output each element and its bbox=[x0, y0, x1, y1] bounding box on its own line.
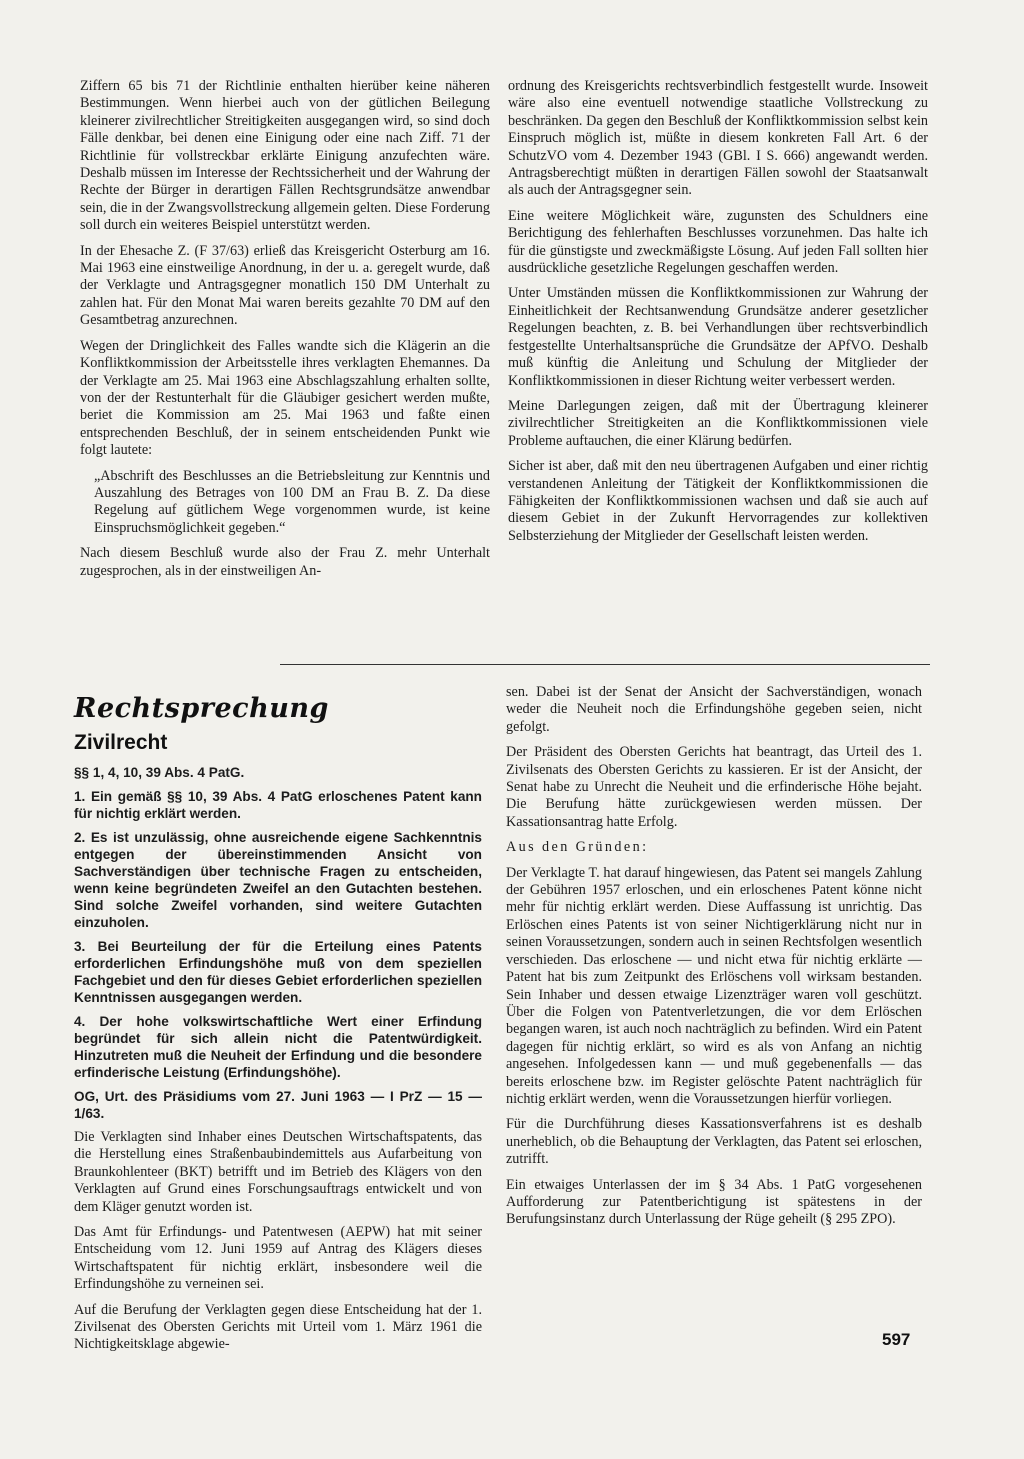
paragraph: ordnung des Kreisgerichts rechtsverbindlich festgestellt wurde. Insoweit wäre also eine eventuell notwendige staatliche Vollstreckung zu beschränken. Da gegen den Beschluß der Konfliktkommission selbst kein Einspruch möglich ist, müßte in diesem konkreten Fall Art. 6 der SchutzVO vom 4. Dezember 1943 (GBl. I S. 666) angewandt werden. Antragsberechtigt müßten in derartigen Fällen sowohl der Staatsanwalt als auch der Antragsgegner sein. bbox=[508, 78, 928, 199]
subsection-heading: Zivilrecht bbox=[74, 731, 168, 754]
paragraph: Nach diesem Beschluß wurde also der Frau Z. mehr Unterhalt zugesprochen, als in der einstweiligen An- bbox=[80, 545, 490, 579]
paragraph: sen. Dabei ist der Senat der Ansicht der Sachverständigen, wonach weder die Neuheit noch die Erfindungshöhe gegeben seien, nicht gefolgt. bbox=[506, 684, 922, 735]
paragraph: Ziffern 65 bis 71 der Richtlinie enthalten hierüber keine näheren Bestimmungen. Wenn hierbei auch von der gütlichen Beilegung kleinerer zivilrechtlicher Streitigkeiten ausgegangen wird, so sind doch Fälle denkbar, bei denen eine Einigung oder eine nach Ziff. 71 der Richtlinie für vollstreckbar erklärte Einigung anzufechten wäre. Deshalb müssen im Interesse der Rechtssicherheit und der Wahrung der Rechte der Bürger in derartigen Fällen Rechtsgrundsätze anwendbar sein, die in der Zwangsvollstreckung allgemein gelten. Diese Forderung soll durch ein weiteres Beispiel unterstützt werden. bbox=[80, 78, 490, 234]
block-quote: „Abschrift des Beschlusses an die Betriebsleitung zur Kenntnis und Auszahlung des Betrages von 100 DM an Frau B. Z. Da diese Regelung auf gütlichem Wege vorgenommen wurde, ist keine Einspruchsmöglichkeit gegeben.“ bbox=[94, 467, 490, 536]
paragraph: Unter Umständen müssen die Konfliktkommissionen zur Wahrung der Einheitlichkeit der Rechtsanwendung Grundsätze anderer gesetzlicher Regelungen beachten, z. B. bei Verhandlungen über rechtsverbindlich festgestellte Unterhaltsansprüche die Grundsätze der APfVO. Deshalb muß künftig die Anleitung und Schulung der Mitglieder der Konfliktkommissionen in dieser Richtung weiter verbessert werden. bbox=[508, 285, 928, 389]
page-number: 597 bbox=[882, 1330, 911, 1349]
paragraph: Für die Durchführung dieses Kassationsverfahrens ist es deshalb unerheblich, ob die Behauptung der Verklagten, das Patent sei erloschen, zutrifft. bbox=[506, 1116, 922, 1168]
paragraph: Der Präsident des Obersten Gerichts hat beantragt, das Urteil des 1. Zivilsenats des Obersten Gerichts zu kassieren. Er ist der Ansicht, der Senat habe zu Unrecht die Neuheit und die erfinderische Höhe bejaht. Die Berufung hätte zurückgewiesen werden müssen. Der Kassationsantrag hatte Erfolg. bbox=[506, 744, 922, 830]
section-divider bbox=[280, 664, 930, 665]
article-continuation-left-column bbox=[80, 78, 490, 588]
case-right-column bbox=[506, 684, 922, 1237]
paragraph: Ein etwaiges Unterlassen der im § 34 Abs. 1 PatG vorgesehenen Aufforderung zur Patentberichtigung ist spätestens in der Berufungsinstanz durch Unterlassung der Rüge geheilt (§ 295 ZPO). bbox=[506, 1176, 922, 1228]
headnote: 4. Der hohe volkswirtschaftliche Wert einer Erfindung begründet für sich allein nicht die Patentwürdigkeit. Hinzutreten muß die Neuheit der Erfindung und die besondere erfinderische Leistung (Erfindungshöhe). bbox=[74, 1014, 482, 1080]
case-left-column bbox=[74, 692, 482, 1362]
statute-reference: §§ 1, 4, 10, 39 Abs. 4 PatG. bbox=[74, 765, 245, 780]
headnote: 3. Bei Beurteilung der für die Erteilung eines Patents erforderlichen Erfindungshöhe muß von dem speziellen Fachgebiet und den für dieses Gebiet erforderlichen speziellen Kenntnissen ausgegangen werden. bbox=[74, 939, 482, 1005]
headnote: 2. Es ist unzulässig, ohne ausreichende eigene Sachkenntnis entgegen der übereinstimmenden Ansicht von Sachverständigen über technische Fragen zu entscheiden, wenn keine begründeten Zweifel an den Gutachten bestehen. Sind solche Zweifel vorhanden, sind weitere Gutachten einzuholen. bbox=[74, 830, 482, 930]
article-continuation-right-column bbox=[508, 78, 928, 553]
paragraph: Die Verklagten sind Inhaber eines Deutschen Wirtschaftspatents, das die Herstellung eines Straßenbaubindemittels aus Aufarbeitung von Braunkohlenteer (BKT) betrifft und im Betrieb des Klägers von den Verklagten auf Grund eines Forschungsauftrags entwickelt und von dem Kläger genutzt worden ist. bbox=[74, 1129, 482, 1215]
paragraph: In der Ehesache Z. (F 37/63) erließ das Kreisgericht Osterburg am 16. Mai 1963 eine einstweilige Anordnung, in der u. a. geregelt wurde, daß der Verklagte und Antragsgegner monatlich 150 DM Unterhalt zu zahlen hat. Für den Monat Mai waren bereits gezahlte 70 DM auf den Gesamtbetrag anzurechnen. bbox=[80, 242, 490, 329]
paragraph: Wegen der Dringlichkeit des Falles wandte sich die Klägerin an die Konfliktkommission der Arbeitsstelle ihres verklagten Ehemannes. Da der Verklagte am 25. Mai 1963 eine Abschlagszahlung erhalten sollte, von der der Restunterhalt für die Gläubiger gesichert werden mußte, beriet die Kommission am 25. Mai 1963 und faßte einen entsprechenden Beschluß, der in seinem entscheidenden Punkt wie folgt lautete: bbox=[80, 337, 490, 459]
reasons-heading: Aus den Gründen: bbox=[506, 839, 649, 856]
paragraph: Eine weitere Möglichkeit wäre, zugunsten des Schuldners eine Berichtigung des fehlerhaften Beschlusses vorzunehmen. Das halte ich für die günstigste und zweckmäßigste Lösung. Auf jeden Fall sollten hier ausdrückliche gesetzliche Regelungen geschaffen werden. bbox=[508, 207, 928, 277]
paragraph: Der Verklagte T. hat darauf hingewiesen, das Patent sei mangels Zahlung der Gebühren 1957 erloschen, und ein erloschenes Patent könne nicht mehr für nichtig erklärt werden. Diese Auffassung ist unrichtig. Das Erlöschen eines Patents ist von seiner Nichtigerklärung nicht nur in seinen Voraussetzungen, sondern auch in seinen Rechtsfolgen wesentlich verschieden. Das erloschene — und nicht etwa für nichtig erklärte — Patent hat bis zum Zeitpunkt des Erlöschens voll wirksam bestanden. Sein Inhaber und dessen etwaige Lizenzträger waren voll geschützt. Über die Folgen von Patentverletzungen, die vor dem Erlöschen begangen waren, ist auch noch nachträglich zu befinden. Wird ein Patent dagegen für nichtig erklärt, so wird es als von Anfang an nichtig angesehen. Infolgedessen kann — und muß gegebenenfalls — das bereits erloschene bzw. im Register gelöschte Patent nachträglich für nichtig erklärt werden, wenn die Voraussetzungen hierfür vorliegen. bbox=[506, 864, 922, 1107]
headnote: 1. Ein gemäß §§ 10, 39 Abs. 4 PatG erloschenes Patent kann für nichtig erklärt werden. bbox=[74, 789, 482, 821]
paragraph: Sicher ist aber, daß mit den neu übertragenen Aufgaben und einer richtig verstandenen Anleitung der Tätigkeit der Konfliktkommissionen die Fähigkeiten der Konfliktkommissionen wachsen und daß sie auch auf diesem Gebiet in der Zukunft Hervorragendes zur kollektiven Selbsterziehung der Mitglieder der Gesellschaft leisten werden. bbox=[508, 458, 928, 544]
case-citation: OG, Urt. des Präsidiums vom 27. Juni 1963 — I PrZ — 15 — 1/63. bbox=[74, 1089, 482, 1121]
paragraph: Das Amt für Erfindungs- und Patentwesen (AEPW) hat mit seiner Entscheidung vom 12. Juni 1959 auf Antrag des Klägers dieses Wirtschaftspatent für nichtig erklärt, insbesondere weil die Erfindungshöhe zu verneinen sei. bbox=[74, 1224, 482, 1293]
paragraph: Auf die Berufung der Verklagten gegen diese Entscheidung hat der 1. Zivilsenat des Obersten Gerichts mit Urteil vom 1. März 1961 die Nichtigkeitsklage abgewie- bbox=[74, 1301, 482, 1353]
paragraph: Meine Darlegungen zeigen, daß mit der Übertragung kleinerer zivilrechtlicher Streitigkeiten an die Konfliktkommissionen viele Probleme auftauchen, die einer Klärung bedürfen. bbox=[508, 397, 928, 449]
section-heading: Rechtsprechung bbox=[74, 693, 329, 724]
